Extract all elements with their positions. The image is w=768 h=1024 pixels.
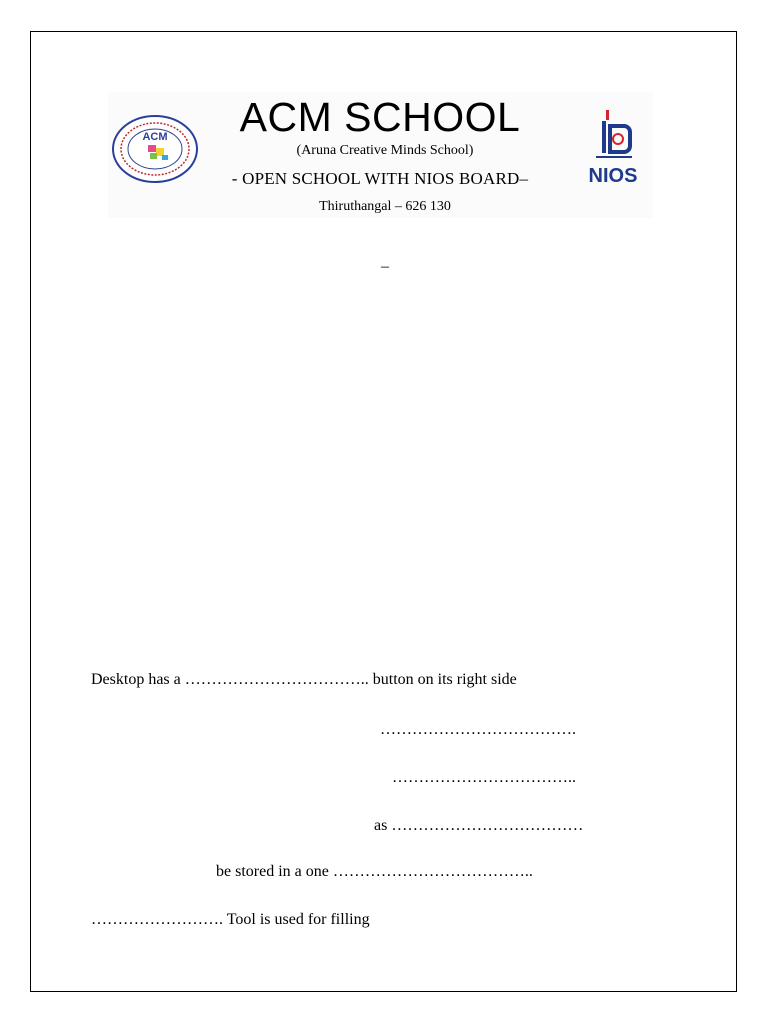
question-line-1: Desktop has a …………………………….. button on its right side bbox=[91, 671, 517, 688]
question-line-3: …………………………….. bbox=[392, 769, 576, 786]
dash-mark: – bbox=[381, 258, 389, 275]
school-address: Thiruthangal – 626 130 bbox=[319, 199, 451, 214]
question-line-2: ………………………………. bbox=[380, 721, 576, 738]
school-subtitle: (Aruna Creative Minds School) bbox=[296, 143, 474, 158]
nios-logo-text: NIOS bbox=[588, 165, 638, 187]
school-name: ACM SCHOOL bbox=[239, 94, 521, 140]
question-line-4: as ……………………………… bbox=[374, 817, 584, 834]
question-line-5: be stored in a one ……………………………….. bbox=[216, 863, 533, 880]
board-line: - OPEN SCHOOL WITH NIOS BOARD– bbox=[231, 169, 529, 188]
question-line-6: ……………………. Tool is used for filling bbox=[91, 911, 370, 928]
acm-logo-text: ACM bbox=[142, 131, 168, 143]
